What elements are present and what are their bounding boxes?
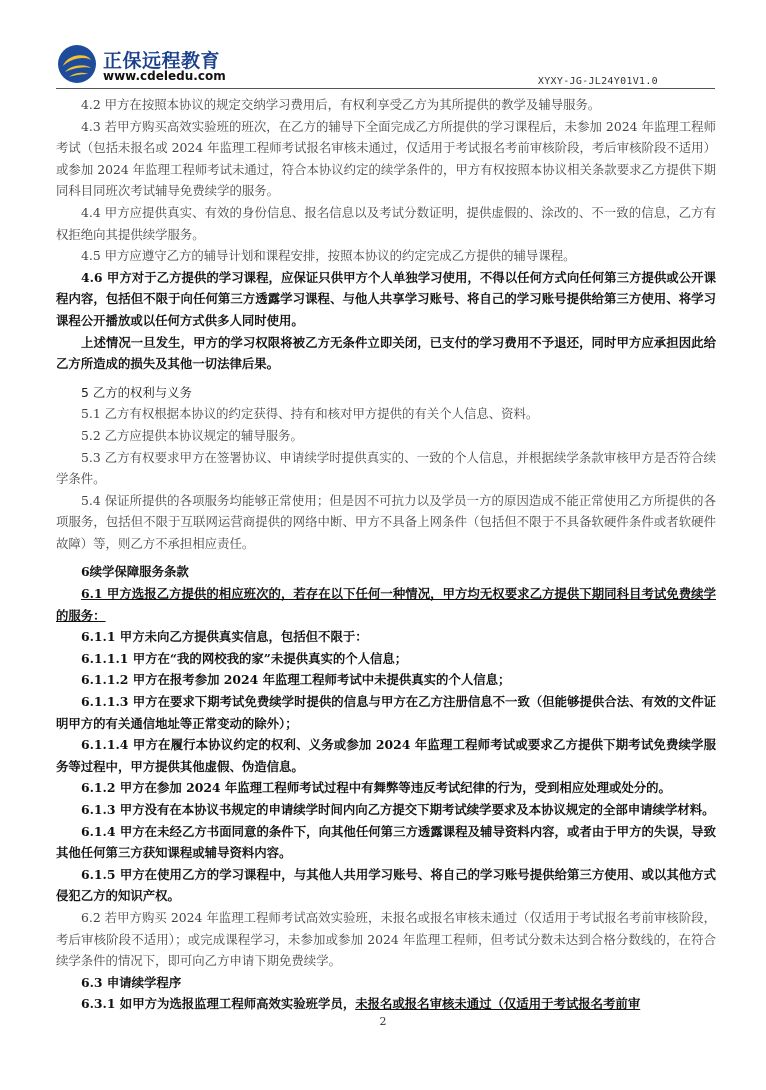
section-6-heading: 6续学保障服务条款 — [81, 564, 189, 580]
clause-6-1-5: 6.1.5 甲方在使用乙方的学习课程中，与其他人共用学习账号、将自己的学习账号提供给第三方使用、或以其他方式侵犯乙方的知识产权。 — [56, 866, 716, 904]
clause-5-3: 5.3 乙方有权要求甲方在签署协议、申请续学时提供真实的、一致的个人信息，并根据续学条款审核甲方是否符合续学条件。 — [56, 449, 716, 487]
clause-5-4: 5.4 保证所提供的各项服务均能够正常使用；但是因不可抗力以及学员一方的原因造成不能正常使用乙方所提供的各项服务，包括但不限于互联网运营商提供的网络中断、甲方不具备上网条件（包括但不限于不具备软硬件条件或者软硬件故障）等，则乙方不承担相应责任。 — [56, 492, 716, 551]
clause-4-3: 4.3 若甲方购买高效实验班的班次，在乙方的辅导下全面完成乙方所提供的学习课程后，未参加 2024 年监理工程师考试（包括未报名或 2024 年监理工程师考试报名审核未通过，仅适用于考试报名考前审核阶段，考后审核阶段不适用）或参加 2024 年监理工程师考试未通过，符合本协议约定的续学条件的，甲方有权按照本协议相关条款要求乙方提供下期同科目同班次考试辅导免费续学的服务。 — [56, 118, 716, 199]
clause-4-6: 4.6 甲方对于乙方提供的学习课程，应保证只供甲方个人单独学习使用，不得以任何方式向任何第三方提供或公开课程内容，包括但不限于向任何第三方透露学习课程、与他人共享学习账号、将自己的学习账号提供给第三方使用、将学习课程公开播放或以任何方式供多人同时使用。 — [56, 269, 716, 328]
document-body — [56, 94, 716, 1015]
clause-6-3-1 — [56, 993, 716, 1015]
page-number: 2 — [379, 1015, 387, 1028]
section-5-heading: 5 乙方的权利与义务 — [81, 384, 192, 400]
clause-4-6-consequence: 上述情况一旦发生，甲方的学习权限将被乙方无条件立即关闭，已支付的学习费用不予退还，同时甲方应承担因此给乙方所造成的损失及其他一切法律后果。 — [56, 334, 716, 372]
clause-6-3-1-underlined: 未报名或报名审核未通过（仅适用于考试报名考前审 — [355, 996, 641, 1012]
clause-6-1-2: 6.1.2 甲方在参加 2024 年监理工程师考试过程中有舞弊等违反考试纪律的行为，受到相应处理或处分的。 — [81, 780, 671, 796]
clause-6-1-1-2: 6.1.1.2 甲方在报考参加 2024 年监理工程师考试中未提供真实的个人信息； — [81, 672, 511, 688]
clause-6-1-1-4: 6.1.1.4 甲方在履行本协议约定的权利、义务或参加 2024 年监理工程师考试或要求乙方提供下期考试免费续学服务等过程中，甲方提供其他虚假、伪造信息。 — [56, 737, 716, 774]
document-code: XYXY-JG-JL24Y01V1.0 — [537, 76, 658, 87]
clause-4-4: 4.4 甲方应提供真实、有效的身份信息、报名信息以及考试分数证明，提供虚假的、涂改的、不一致的信息，乙方有权拒绝向其提供续学服务。 — [56, 204, 716, 242]
clause-6-3-heading: 6.3 申请续学程序 — [81, 974, 182, 990]
clause-6-1-3: 6.1.3 甲方没有在本协议书规定的申请续学时间内向乙方提交下期考试续学要求及本协议规定的全部申请续学材料。 — [81, 802, 715, 817]
clause-6-1-1-3: 6.1.1.3 甲方在要求下期考试免费续学时提供的信息与甲方在乙方注册信息不一致（但能够提供合法、有效的文件证明甲方的有关通信地址等正常变动的除外）； — [56, 694, 716, 731]
clause-6-1-4: 6.1.4 甲方在未经乙方书面同意的条件下，向其他任何第三方透露课程及辅导资料内容，或者由于甲方的失误，导致其他任何第三方获知课程或辅导资料内容。 — [56, 823, 716, 861]
clause-6-1: 6.1 甲方选报乙方提供的相应班次的，若存在以下任何一种情况，甲方均无权要求乙方提供下期同科目考试免费续学的服务： — [56, 586, 716, 623]
clause-6-1-1: 6.1.1 甲方未向乙方提供真实信息，包括但不限于： — [81, 629, 368, 645]
clause-6-1-1-1: 6.1.1.1 甲方在“我的网校我的家”未提供真实的个人信息； — [81, 650, 408, 666]
brand-url[interactable]: www.cdeledu.com — [103, 69, 226, 83]
page-header — [0, 0, 766, 95]
brand-name: 正保远程教育 — [103, 50, 221, 72]
clause-6-3-1-lead: 6.3.1 如甲方为选报监理工程师高效实验班学员， — [81, 996, 356, 1012]
clause-5-2: 5.2 乙方应提供本协议规定的辅导服务。 — [81, 427, 303, 443]
header-divider — [56, 88, 715, 89]
company-logo-icon — [57, 44, 97, 84]
clause-4-5: 4.5 甲方应遵守乙方的辅导计划和课程安排，按照本协议的约定完成乙方提供的辅导课程。 — [81, 248, 576, 264]
clause-6-2: 6.2 若甲方购买 2024 年监理工程师考试高效实验班，未报名或报名审核未通过（仅适用于考试报名考前审核阶段，考后审核阶段不适用）；或完成课程学习，未参加或参加 2024 年监理工程师，但考试分数未达到合格分数线的，在符合续学条件的情况下，即可向乙方申请下期免费续学。 — [56, 909, 716, 969]
clause-5-1: 5.1 乙方有权根据本协议的约定获得、持有和核对甲方提供的有关个人信息、资料。 — [81, 406, 539, 422]
clause-4-2: 4.2 甲方在按照本协议的规定交纳学习费用后，有权利享受乙方为其所提供的教学及辅导服务。 — [81, 97, 601, 112]
